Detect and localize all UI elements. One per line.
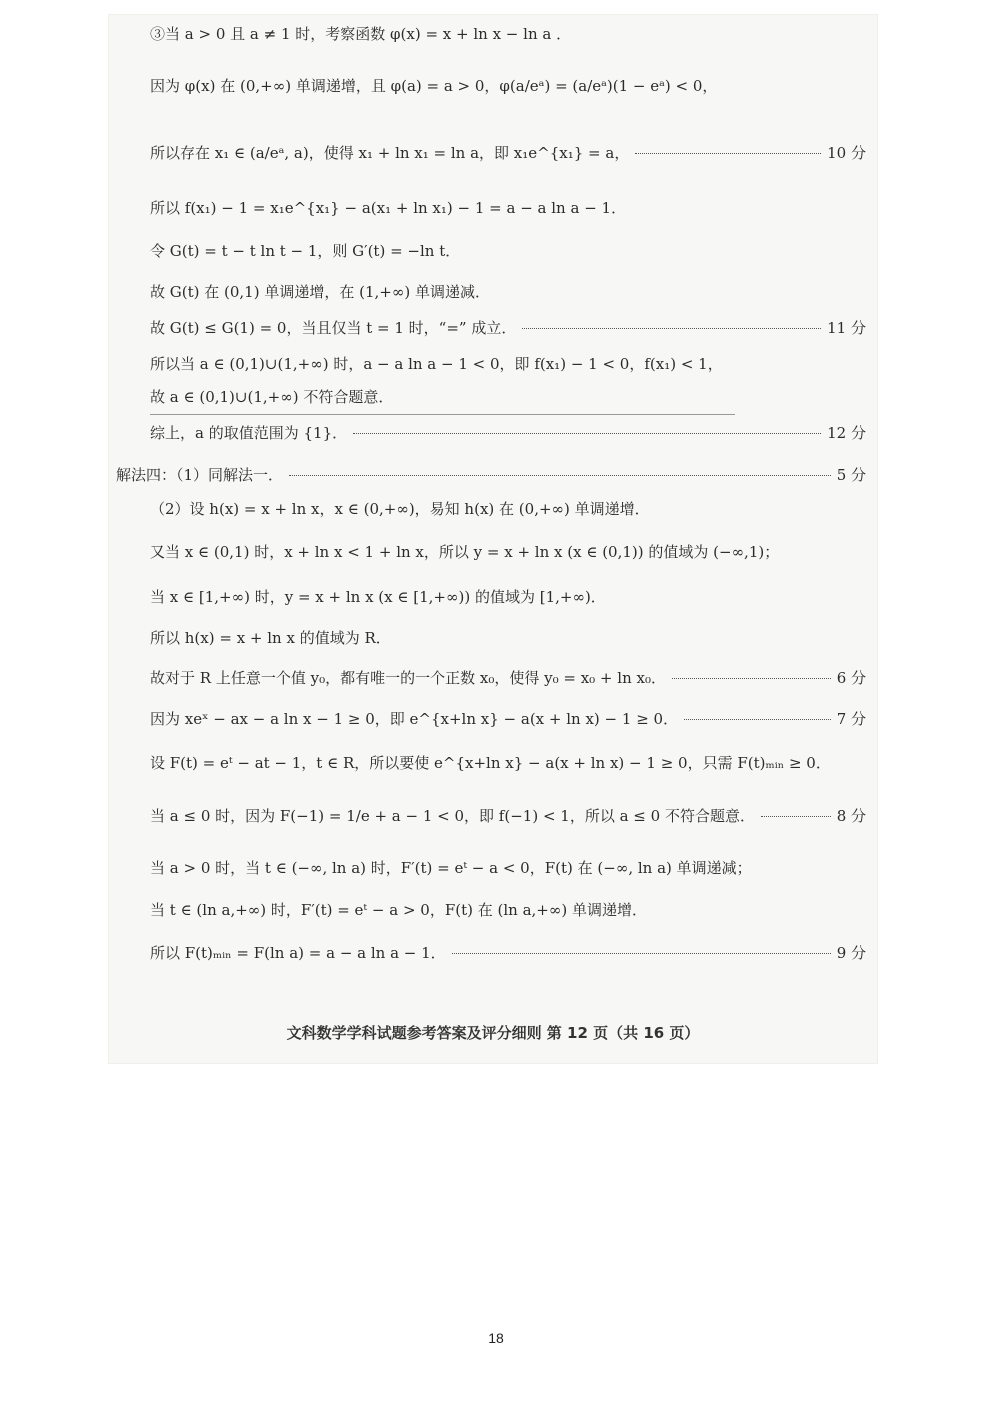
line-text: 所以当 a ∈ (0,1)∪(1,+∞) 时，a − a ln a − 1 < 0，即 f(x₁) − 1 < 0，f(x₁) < 1， [150,355,723,373]
line-unique-x0 [150,668,866,688]
score-label: 7 分 [836,710,866,728]
dotted-leader [522,328,821,329]
line-text: 所以 F(t)ₘᵢₙ = F(ln a) = a − a ln a − 1． [150,944,446,962]
line-summary [150,423,866,443]
page-footer: 文科数学学科试题参考答案及评分细则 第 12 页（共 16 页） [286,1024,700,1042]
score-label: 9 分 [836,944,866,962]
line-text: 故 G(t) 在 (0,1) 单调递增，在 (1,+∞) 单调递减． [150,283,490,301]
line-text: 所以 h(x) = x + ln x 的值域为 R． [150,629,391,647]
line-text: 解法四：（1）同解法一． [116,466,284,484]
line-text: 设 F(t) = eᵗ − at − 1，t ∈ R，所以要使 e^{x+ln x} − a(x + ln x) − 1 ≥ 0，只需 F(t)ₘᵢₙ ≥ 0． [150,754,831,772]
line-G-monotone [150,282,866,302]
page-number: 18 [488,1330,504,1346]
line-define-G [150,241,866,261]
score-label: 5 分 [836,466,866,484]
line-G-bound [150,318,866,338]
line-text: （2）设 h(x) = x + ln x，x ∈ (0,+∞)，易知 h(x) 在 (0,+∞) 单调递增． [150,500,650,518]
line-F-min [150,943,866,963]
line-text: 故 G(t) ≤ G(1) = 0，当且仅当 t = 1 时，“=” 成立． [150,319,517,337]
line-method-4 [116,465,866,485]
line-F-decreasing [150,858,866,878]
dotted-leader [684,719,831,720]
line-f-x1 [150,198,866,218]
score-label: 8 分 [836,807,866,825]
line-not-valid [150,387,866,407]
dotted-leader [672,678,831,679]
line-text: 因为 xeˣ − ax − a ln x − 1 ≥ 0，即 e^{x+ln x} − a(x + ln x) − 1 ≥ 0． [150,710,679,728]
line-text: 当 x ∈ [1,+∞) 时，y = x + ln x (x ∈ [1,+∞)) 的值域为 [1,+∞)． [150,588,606,606]
line-text: 故对于 R 上任意一个值 y₀，都有唯一的一个正数 x₀，使得 y₀ = x₀ + ln x₀． [150,669,666,687]
line-text: 所以 f(x₁) − 1 = x₁e^{x₁} − a(x₁ + ln x₁) − 1 = a − a ln a − 1． [150,199,627,217]
line-case-3 [150,24,866,44]
line-text: 当 a > 0 时，当 t ∈ (−∞, ln a) 时，F′(t) = eᵗ − a < 0，F(t) 在 (−∞, ln a) 单调递减； [150,859,752,877]
line-conclusion-a [150,354,866,374]
line-text: 所以存在 x₁ ∈ (a/eᵃ, a)，使得 x₁ + ln x₁ = ln a，即 x₁e^{x₁} = a， [150,144,630,162]
line-define-h [150,499,866,519]
line-exists-x1 [150,143,866,163]
score-label: 11 分 [827,319,866,337]
line-text: 令 G(t) = t − t ln t − 1，则 G′(t) = −ln t． [150,242,461,260]
dotted-leader [761,816,831,817]
score-label: 10 分 [827,144,866,162]
score-label: 6 分 [836,669,866,687]
dotted-leader [353,433,821,434]
line-text: 当 t ∈ (ln a,+∞) 时，F′(t) = eᵗ − a > 0，F(t) 在 (ln a,+∞) 单调递增． [150,901,647,919]
line-text: 因为 φ(x) 在 (0,+∞) 单调递增，且 φ(a) = a > 0，φ(a/eᵃ) = (a/eᵃ)(1 − eᵃ) < 0， [150,77,718,95]
line-phi-monotone [150,76,866,96]
line-text: ③当 a > 0 且 a ≠ 1 时，考察函数 φ(x) = x + ln x − ln a ． [150,25,572,43]
line-inequality [150,709,866,729]
line-text: 故 a ∈ (0,1)∪(1,+∞) 不符合题意． [150,388,394,406]
line-text: 综上，a 的取值范围为 {1}． [150,424,348,442]
dotted-leader [289,475,831,476]
line-define-F [150,753,866,773]
line-range-01 [150,542,866,562]
dotted-leader [635,153,821,154]
line-range-1inf [150,587,866,607]
divider [150,414,735,415]
dotted-leader [452,953,831,954]
line-range-R [150,628,866,648]
score-label: 12 分 [827,424,866,442]
line-F-increasing [150,900,866,920]
line-text: 当 a ≤ 0 时，因为 F(−1) = 1/e + a − 1 < 0，即 f(−1) < 1，所以 a ≤ 0 不符合题意． [150,807,755,825]
line-a-nonpositive [150,806,866,826]
line-text: 又当 x ∈ (0,1) 时，x + ln x < 1 + ln x，所以 y = x + ln x (x ∈ (0,1)) 的值域为 (−∞,1)； [150,543,780,561]
